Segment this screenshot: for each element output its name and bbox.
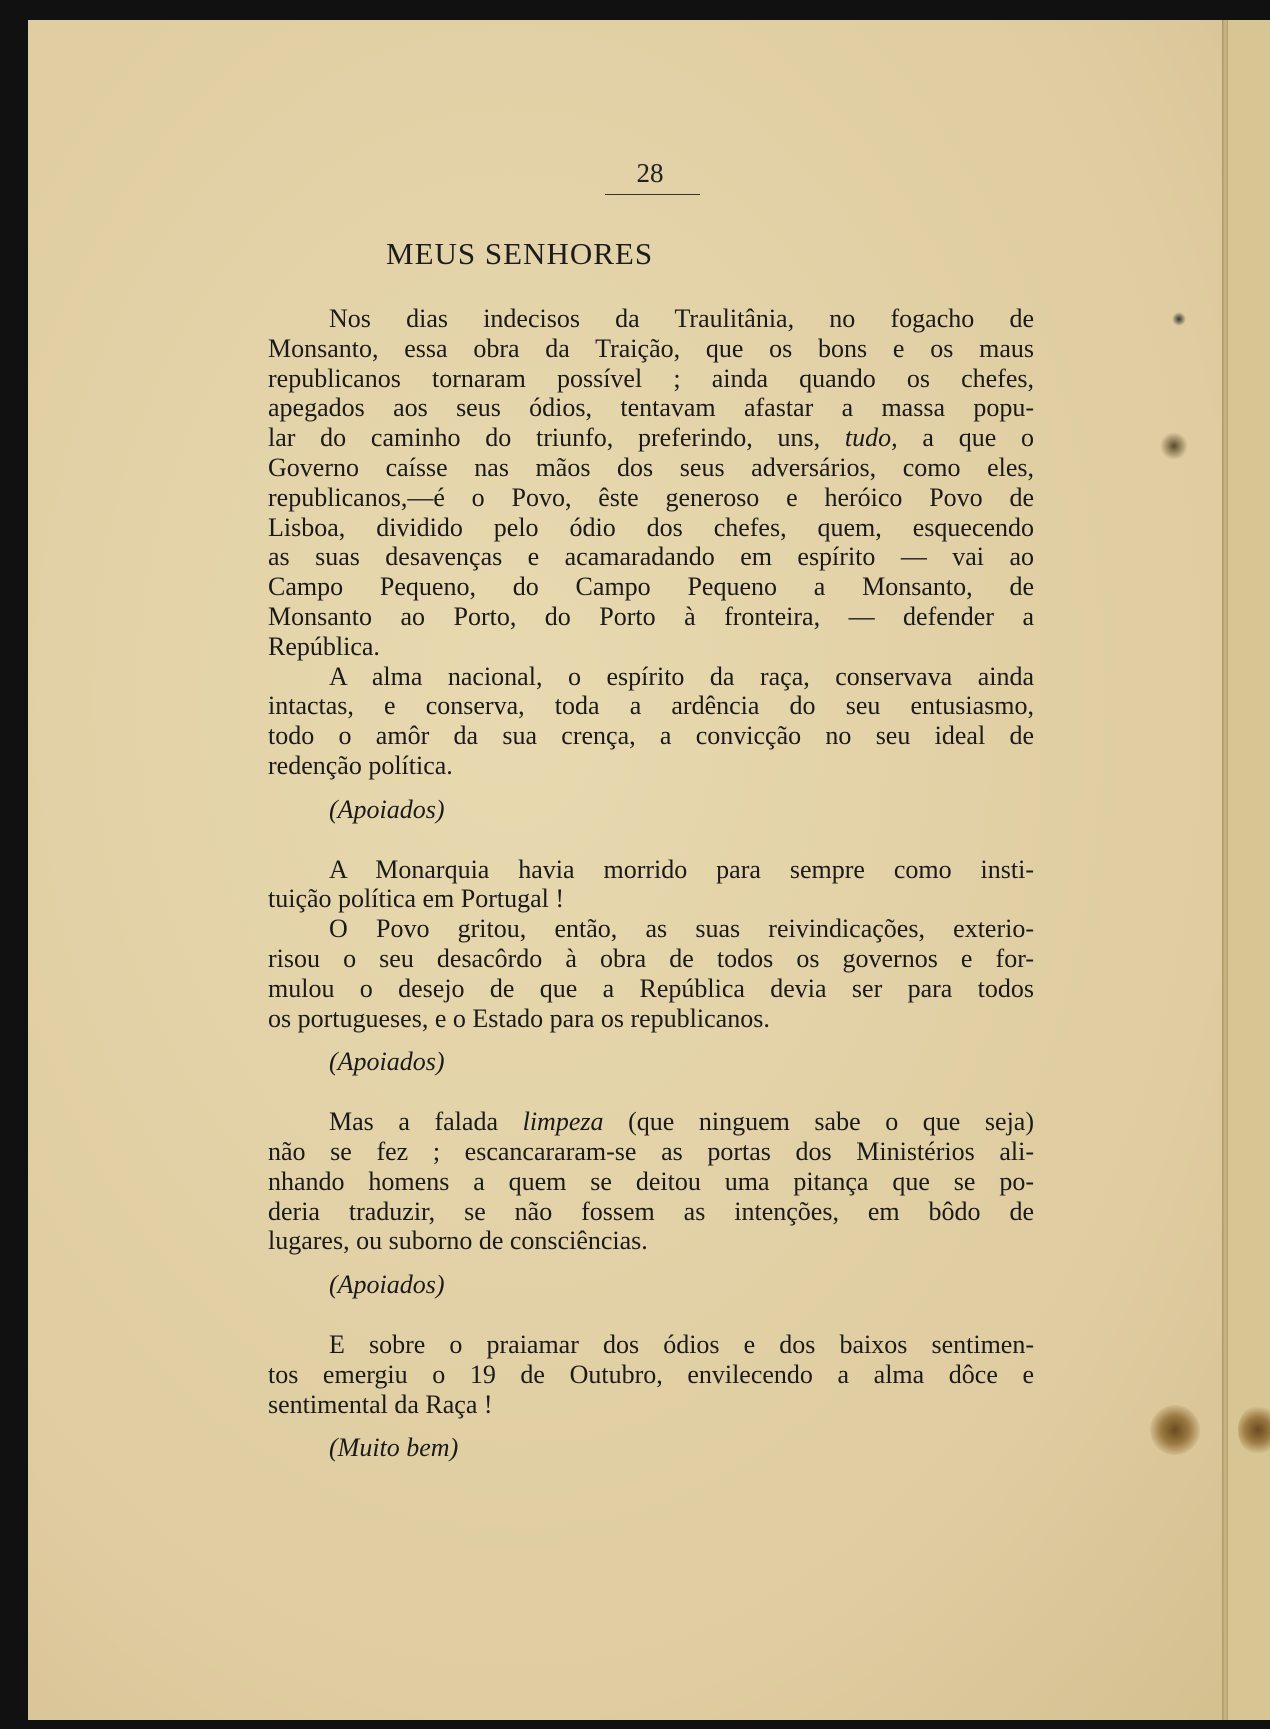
text-line: os portugueses, e o Estado para os republicanos.	[268, 1003, 770, 1033]
interjection: (Apoiados)	[329, 794, 445, 824]
text-line: A Monarquia havia morrido para sempre como insti-	[329, 854, 1034, 884]
facing-page-edge	[1228, 20, 1270, 1720]
text-line: tuição política em Portugal !	[268, 884, 565, 914]
text-line: nhando homens a quem se deitou uma pitança que se po-	[268, 1166, 1034, 1196]
text-line: mulou o desejo de que a República devia ser para todos	[268, 973, 1034, 1003]
stain-mark	[1150, 1405, 1200, 1455]
text-line: Lisboa, dividido pelo ódio dos chefes, quem, esquecendo	[268, 512, 1034, 542]
text-line: tos emergiu o 19 de Outubro, envilecendo a alma dôce e	[268, 1359, 1034, 1389]
paragraph	[268, 1330, 1034, 1419]
interjection: (Apoiados)	[329, 1047, 445, 1077]
text-line: Monsanto, essa obra da Traição, que os bons e os maus	[268, 333, 1034, 363]
emphasis: limpeza	[522, 1107, 604, 1137]
text-line: as suas desavenças e acamaradando em espírito — vai ao	[268, 542, 1034, 572]
text-line: Campo Pequeno, do Campo Pequeno a Monsanto, de	[268, 572, 1034, 602]
text-line: E sobre o praiamar dos ódios e dos baixos sentimen-	[329, 1329, 1034, 1359]
text-line: Nos dias indecisos da Traulitânia, no fogacho de	[329, 304, 1034, 333]
text-line: Monsanto ao Porto, do Porto à fronteira, — defender a	[268, 601, 1034, 631]
emphasis: tudo,	[844, 423, 898, 453]
text-line: redenção política.	[268, 750, 453, 780]
text-line: risou o seu desacôrdo à obra de todos os governos e for-	[268, 943, 1034, 973]
paragraph	[268, 662, 1034, 781]
text-line: Mas a falada limpeza (que ninguem sabe o que seja)	[329, 1107, 1035, 1137]
text-line: deria traduzir, se não fossem as intenções, em bôdo de	[268, 1196, 1034, 1226]
paragraph	[268, 1107, 1034, 1256]
text-line: não se fez ; escancararam-se as portas dos Ministérios ali-	[268, 1136, 1034, 1166]
paragraph	[268, 914, 1034, 1033]
stain-mark	[1172, 312, 1186, 326]
stain-mark	[1238, 1405, 1270, 1455]
page-number: 28	[636, 158, 664, 188]
paragraph	[268, 304, 1034, 662]
interjection: (Apoiados)	[329, 1270, 445, 1300]
interjection: (Muito bem)	[329, 1433, 459, 1463]
paragraph	[268, 855, 1034, 915]
text-line: O Povo gritou, então, as suas reivindicações, exterio-	[329, 914, 1034, 944]
body-text	[268, 304, 1034, 1463]
text-line: Governo caísse nas mãos dos seus adversários, como eles,	[268, 452, 1034, 482]
text-line: A alma nacional, o espírito da raça, conservava ainda	[329, 661, 1034, 691]
stain-mark	[1160, 432, 1188, 460]
text-line: lugares, ou suborno de consciências.	[268, 1226, 648, 1256]
text-line: republicanos,—é o Povo, êste generoso e heróico Povo de	[268, 482, 1034, 512]
page-heading: MEUS SENHORES	[386, 236, 654, 271]
text-line: republicanos tornaram possível ; ainda quando os chefes,	[268, 363, 1034, 393]
page-number-rule	[605, 194, 700, 195]
text-line: intactas, e conserva, toda a ardência do seu entusiasmo,	[268, 691, 1034, 721]
text-line: República.	[268, 631, 380, 661]
text-line: sentimental da Raça !	[268, 1389, 493, 1419]
text-line: todo o amôr da sua crença, a convicção no seu ideal de	[268, 721, 1034, 751]
text-line: lar do caminho do triunfo, preferindo, uns, tudo, a que o	[268, 423, 1035, 453]
text-line: apegados aos seus ódios, tentavam afastar a massa popu-	[268, 393, 1034, 423]
